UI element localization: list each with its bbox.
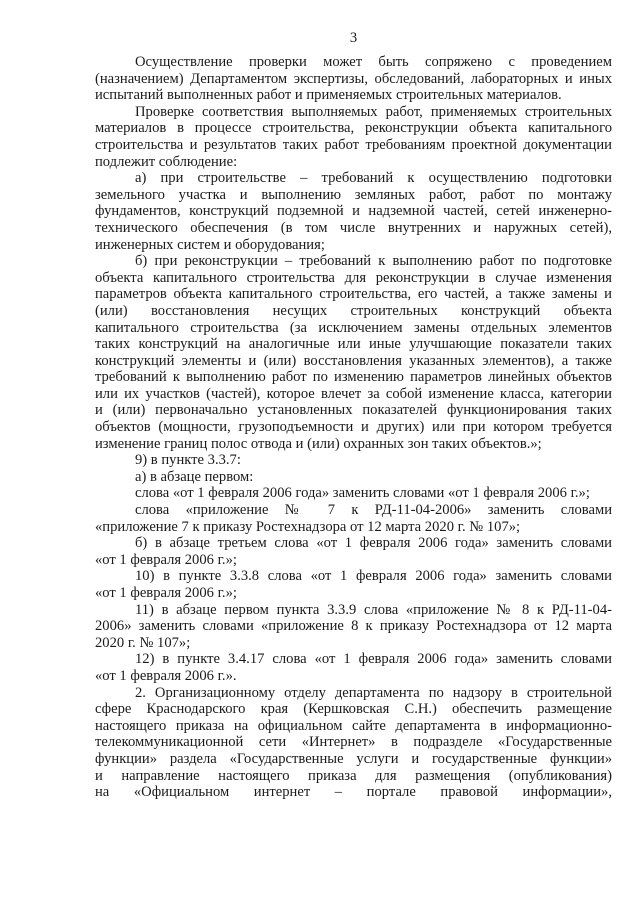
text-line: б) при реконструкции – требований к выполнению работ по подготовке (135, 253, 612, 270)
text-line: телекоммуникационной сети «Интернет» в подразделе «Государственные (95, 734, 612, 751)
text-line: Проверке соответствия выполняемых работ, применяемых строительных (135, 103, 612, 120)
page-number: 3 (349, 30, 358, 46)
text-line: таких конструкций на аналогичные или иные улучшающие показатели таких (95, 336, 612, 353)
text-line: (назначением) Департаментом экспертизы, обследований, лабораторных и иных (95, 70, 612, 87)
text-line: 9) в пункте 3.3.7: (135, 452, 241, 469)
text-line: изменение границ полос отвода и (или) охранных зон таких объектов.»; (95, 435, 542, 452)
text-line: строительства и результатов таких работ требованиям проектной документации (95, 136, 612, 153)
text-line: объекта капитального строительства для реконструкции в случае изменения (95, 269, 612, 286)
text-line: «от 1 февраля 2006 г.»; (95, 551, 237, 568)
text-line: а) при строительстве – требований к осуществлению подготовки (135, 170, 612, 187)
text-line: подлежит соблюдение: (95, 153, 238, 170)
text-line: фундаментов, конструкций подземной и надземной частей, сетей инженерно- (95, 203, 612, 220)
text-line: Осуществление проверки может быть сопряжено с проведением (135, 54, 612, 70)
text-line: земельного участка и выполнению земляных работ, работ по монтажу (95, 186, 612, 203)
text-line: испытаний выполненных работ и применяемых строительных материалов. (95, 87, 562, 104)
text-line: 2020 г. № 107»; (95, 634, 191, 651)
text-line: (или) восстановления несущих строительных конструкций объекта (95, 302, 612, 319)
text-line: на «Официальном интернет – портале правовой информации», (95, 784, 612, 801)
document-page (95, 30, 612, 801)
text-line: и направление настоящего приказа для размещения (опубликования) (95, 767, 612, 784)
text-line: 2. Организационному отделу департамента по надзору в строительной (135, 684, 612, 701)
text-line: 12) в пункте 3.4.17 слова «от 1 февраля 2006 года» заменить словами (135, 651, 612, 668)
text-line: функции» раздела «Государственные услуги и государственные функции» (95, 750, 612, 767)
text-line: инженерных систем и оборудования; (95, 236, 325, 253)
text-line: параметров объекта капитального строительства, его частей, а также замены и (95, 286, 612, 303)
document-body (95, 54, 612, 801)
text-line: капитального строительства (за исключением замены отдельных элементов (95, 319, 612, 336)
text-line: конструкций элементы и (или) восстановления указанных элементов), а также (95, 352, 612, 369)
text-line: материалов в процессе строительства, реконструкции объекта капитального (95, 120, 612, 137)
text-line: слова «от 1 февраля 2006 года» заменить словами «от 1 февраля 2006 г.»; (135, 485, 590, 502)
text-line: требований к выполнению работ по изменению параметров линейных объектов (95, 369, 612, 386)
text-line: а) в абзаце первом: (135, 468, 254, 485)
text-line: б) в абзаце третьем слова «от 1 февраля 2006 года» заменить словами (135, 535, 612, 552)
text-line: технического обеспечения (в том числе внутренних и наружных сетей), (95, 219, 612, 236)
text-line: «от 1 февраля 2006 г.»; (95, 585, 237, 601)
text-line: и (или) первоначально установленных показателей функционирования таких (95, 402, 612, 419)
text-line: сфере Краснодарского края (Кершковская С.Н.) обеспечить размещение (95, 701, 612, 718)
text-line: 10) в пункте 3.3.8 слова «от 1 февраля 2006 года» заменить словами (135, 568, 612, 585)
text-line: слова «приложение № 7 к РД-11-04-2006» заменить словами (135, 502, 612, 519)
text-line: «приложение 7 к приказу Ростехнадзора от 12 марта 2020 г. № 107»; (95, 518, 521, 535)
text-line: или их участков (частей), которое влечет за собой изменение класса, категории (95, 385, 612, 402)
text-line: 2006» заменить словами «приложение 8 к приказу Ростехнадзора от 12 марта (95, 618, 612, 635)
text-line: 11) в абзаце первом пункта 3.3.9 слова «приложение № 8 к РД-11-04- (135, 601, 612, 618)
text-line: «от 1 февраля 2006 г.». (95, 667, 237, 684)
text-line: настоящего приказа на официальном сайте департамента в информационно- (95, 717, 612, 734)
text-line: объектов (мощности, грузоподъемности и других) или при котором требуется (95, 419, 612, 436)
